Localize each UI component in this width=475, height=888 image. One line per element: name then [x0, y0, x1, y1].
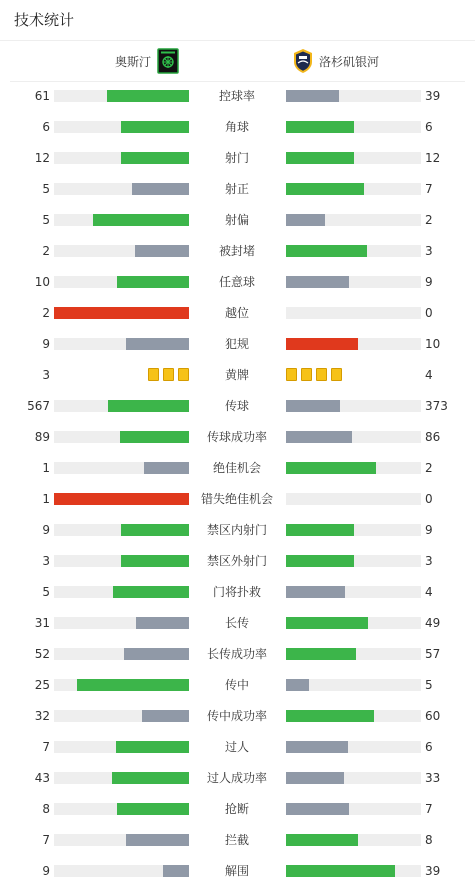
away-bar-track	[286, 865, 421, 877]
teams-header	[10, 41, 465, 82]
home-value: 7	[42, 833, 50, 847]
away-bar-fill	[286, 462, 376, 474]
away-bar-fill	[286, 586, 345, 598]
home-value: 12	[34, 151, 50, 165]
home-value: 89	[34, 430, 50, 444]
stat-label: 射门	[224, 151, 249, 165]
away-value: 6	[425, 120, 433, 134]
away-bar-track	[286, 834, 421, 846]
away-bar-fill	[286, 400, 340, 412]
away-value: 2	[425, 461, 433, 475]
home-value: 3	[42, 554, 50, 568]
stat-label: 过人	[224, 740, 249, 754]
stat-label: 长传	[224, 616, 249, 630]
home-bar-fill	[132, 183, 189, 195]
away-bar-fill	[286, 710, 374, 722]
away-bar-track	[286, 493, 421, 505]
away-value: 39	[425, 89, 441, 103]
home-team-logo-icon	[157, 48, 179, 74]
home-bar-fill	[93, 214, 189, 226]
away-bar-fill	[286, 121, 354, 133]
yellow-card-icon	[286, 368, 297, 381]
stat-label: 门将扑救	[212, 585, 261, 599]
stat-row	[0, 365, 475, 385]
away-bar-fill	[286, 90, 339, 102]
page-header	[0, 0, 475, 41]
away-value: 3	[425, 554, 433, 568]
stat-label: 长传成功率	[206, 647, 267, 661]
stat-row	[0, 117, 475, 137]
away-bar-fill	[286, 338, 358, 350]
home-bar-track	[54, 214, 189, 226]
stat-label: 拦截	[224, 833, 249, 847]
stat-label: 越位	[224, 306, 249, 320]
home-bar-fill	[136, 617, 189, 629]
home-bar-fill	[108, 400, 189, 412]
stat-row	[0, 86, 475, 106]
home-bar-track	[54, 462, 189, 474]
away-bar-track	[286, 152, 421, 164]
home-bar-track	[54, 183, 189, 195]
home-value: 5	[42, 585, 50, 599]
home-bar-fill	[120, 431, 189, 443]
away-value: 39	[425, 864, 441, 878]
home-bar-fill	[121, 152, 189, 164]
stat-label: 错失绝佳机会	[200, 492, 273, 506]
home-team[interactable]	[115, 48, 179, 74]
stat-row	[0, 861, 475, 881]
home-value: 7	[42, 740, 50, 754]
page-title: 技术统计	[14, 11, 75, 29]
home-bar-track	[54, 555, 189, 567]
stat-row	[0, 179, 475, 199]
home-yellow-cards	[148, 368, 189, 382]
home-bar-track	[54, 772, 189, 784]
away-bar-track	[286, 121, 421, 133]
home-bar-fill	[54, 307, 189, 319]
away-bar-track	[286, 710, 421, 722]
home-bar-fill	[117, 276, 189, 288]
stat-label: 角球	[224, 120, 249, 134]
home-bar-fill	[116, 741, 189, 753]
stat-row	[0, 675, 475, 695]
home-bar-track	[54, 307, 189, 319]
yellow-card-icon	[331, 368, 342, 381]
home-value: 6	[42, 120, 50, 134]
away-bar-track	[286, 586, 421, 598]
stat-row	[0, 489, 475, 509]
away-value: 86	[425, 430, 441, 444]
home-bar-track	[54, 90, 189, 102]
away-value: 6	[425, 740, 433, 754]
away-value: 9	[425, 275, 433, 289]
away-bar-fill	[286, 772, 344, 784]
away-bar-track	[286, 462, 421, 474]
away-value: 7	[425, 182, 433, 196]
home-bar-track	[54, 431, 189, 443]
stat-label: 黄牌	[224, 368, 249, 382]
away-bar-track	[286, 245, 421, 257]
stat-row	[0, 520, 475, 540]
home-bar-track	[54, 586, 189, 598]
stat-row	[0, 148, 475, 168]
away-value: 10	[425, 337, 441, 351]
home-bar-track	[54, 679, 189, 691]
stat-row	[0, 644, 475, 664]
home-value: 25	[34, 678, 50, 692]
away-bar-fill	[286, 803, 349, 815]
away-value: 4	[425, 368, 433, 382]
away-bar-track	[286, 555, 421, 567]
away-bar-fill	[286, 648, 356, 660]
home-bar-track	[54, 121, 189, 133]
stat-row	[0, 427, 475, 447]
stat-label: 传中	[224, 678, 249, 692]
home-value: 1	[42, 492, 50, 506]
home-bar-fill	[124, 648, 189, 660]
home-bar-fill	[112, 772, 189, 784]
away-bar-fill	[286, 555, 354, 567]
away-value: 8	[425, 833, 433, 847]
home-bar-track	[54, 400, 189, 412]
stat-label: 抢断	[224, 802, 249, 816]
home-bar-fill	[121, 555, 189, 567]
home-value: 1	[42, 461, 50, 475]
yellow-card-icon	[163, 368, 174, 381]
away-bar-fill	[286, 679, 309, 691]
yellow-card-icon	[301, 368, 312, 381]
away-value: 4	[425, 585, 433, 599]
away-yellow-cards	[286, 368, 342, 382]
away-bar-track	[286, 307, 421, 319]
stat-row	[0, 210, 475, 230]
away-value: 12	[425, 151, 441, 165]
home-bar-fill	[142, 710, 189, 722]
stat-row	[0, 551, 475, 571]
home-value: 52	[34, 647, 50, 661]
home-bar-fill	[107, 90, 189, 102]
away-bar-fill	[286, 617, 368, 629]
home-bar-track	[54, 834, 189, 846]
home-value: 567	[27, 399, 50, 413]
away-bar-fill	[286, 214, 325, 226]
home-bar-fill	[117, 803, 189, 815]
stat-label: 解围	[224, 864, 249, 878]
home-bar-track	[54, 493, 189, 505]
away-bar-fill	[286, 431, 352, 443]
home-bar-fill	[77, 679, 189, 691]
home-bar-fill	[54, 493, 189, 505]
away-bar-fill	[286, 245, 367, 257]
stat-label: 射偏	[224, 213, 249, 227]
home-value: 2	[42, 306, 50, 320]
home-value: 9	[42, 864, 50, 878]
away-bar-track	[286, 183, 421, 195]
away-value: 60	[425, 709, 441, 723]
away-bar-fill	[286, 183, 364, 195]
stat-row	[0, 334, 475, 354]
home-bar-track	[54, 803, 189, 815]
home-bar-track	[54, 524, 189, 536]
away-value: 7	[425, 802, 433, 816]
stat-label: 犯规	[224, 337, 249, 351]
away-value: 2	[425, 213, 433, 227]
away-value: 373	[425, 399, 448, 413]
stat-label: 射正	[224, 182, 249, 196]
home-value: 5	[42, 213, 50, 227]
home-bar-fill	[121, 524, 189, 536]
away-bar-fill	[286, 865, 395, 877]
away-bar-track	[286, 648, 421, 660]
stat-row	[0, 396, 475, 416]
stat-row	[0, 830, 475, 850]
away-bar-track	[286, 803, 421, 815]
away-value: 3	[425, 244, 433, 258]
home-value: 9	[42, 523, 50, 537]
home-team-name: 奥斯汀	[114, 54, 151, 69]
stat-row	[0, 303, 475, 323]
away-bar-fill	[286, 524, 354, 536]
home-bar-fill	[135, 245, 189, 257]
away-bar-track	[286, 772, 421, 784]
stat-row	[0, 582, 475, 602]
stat-row	[0, 613, 475, 633]
home-bar-track	[54, 710, 189, 722]
home-value: 61	[34, 89, 50, 103]
stat-row	[0, 241, 475, 261]
home-value: 10	[34, 275, 50, 289]
stat-row	[0, 272, 475, 292]
stat-label: 控球率	[218, 89, 255, 103]
stat-row	[0, 799, 475, 819]
away-value: 5	[425, 678, 433, 692]
home-bar-track	[54, 338, 189, 350]
home-bar-track	[54, 741, 189, 753]
away-team-name: 洛杉矶银河	[319, 54, 380, 69]
stat-row	[0, 706, 475, 726]
stat-label: 传中成功率	[206, 709, 267, 723]
home-bar-track	[54, 276, 189, 288]
yellow-card-icon	[316, 368, 327, 381]
stat-label: 禁区内射门	[206, 523, 267, 537]
away-bar-track	[286, 338, 421, 350]
stat-label: 任意球	[218, 275, 255, 289]
away-bar-track	[286, 276, 421, 288]
stat-label: 传球成功率	[206, 430, 267, 444]
home-value: 43	[34, 771, 50, 785]
stat-label: 禁区外射门	[206, 554, 267, 568]
home-value: 9	[42, 337, 50, 351]
home-bar-fill	[126, 338, 189, 350]
home-bar-fill	[144, 462, 189, 474]
away-bar-track	[286, 524, 421, 536]
away-team[interactable]	[292, 48, 379, 74]
away-value: 33	[425, 771, 441, 785]
yellow-card-icon	[178, 368, 189, 381]
away-bar-fill	[286, 152, 354, 164]
stat-label: 传球	[224, 399, 249, 413]
away-bar-track	[286, 741, 421, 753]
home-bar-track	[54, 648, 189, 660]
home-bar-track	[54, 617, 189, 629]
yellow-card-icon	[148, 368, 159, 381]
away-bar-track	[286, 679, 421, 691]
home-value: 8	[42, 802, 50, 816]
away-value: 49	[425, 616, 441, 630]
home-value: 2	[42, 244, 50, 258]
away-bar-fill	[286, 276, 349, 288]
away-bar-track	[286, 90, 421, 102]
home-bar-fill	[163, 865, 189, 877]
away-bar-track	[286, 617, 421, 629]
home-bar-track	[54, 865, 189, 877]
away-value: 0	[425, 492, 433, 506]
away-bar-track	[286, 400, 421, 412]
stat-row	[0, 737, 475, 757]
home-bar-track	[54, 152, 189, 164]
home-bar-track	[54, 245, 189, 257]
home-bar-fill	[126, 834, 189, 846]
away-bar-fill	[286, 741, 348, 753]
away-team-logo-icon	[292, 48, 314, 74]
away-bar-fill	[286, 834, 358, 846]
away-bar-track	[286, 431, 421, 443]
stat-label: 被封堵	[218, 244, 255, 258]
home-value: 32	[34, 709, 50, 723]
stat-row	[0, 458, 475, 478]
home-value: 31	[34, 616, 50, 630]
stat-row	[0, 768, 475, 788]
away-bar-track	[286, 214, 421, 226]
stat-label: 绝佳机会	[212, 461, 261, 475]
home-value: 3	[42, 368, 50, 382]
away-value: 9	[425, 523, 433, 537]
stat-label: 过人成功率	[206, 771, 267, 785]
home-value: 5	[42, 182, 50, 196]
home-bar-fill	[113, 586, 189, 598]
away-value: 57	[425, 647, 441, 661]
home-bar-fill	[121, 121, 189, 133]
away-value: 0	[425, 306, 433, 320]
